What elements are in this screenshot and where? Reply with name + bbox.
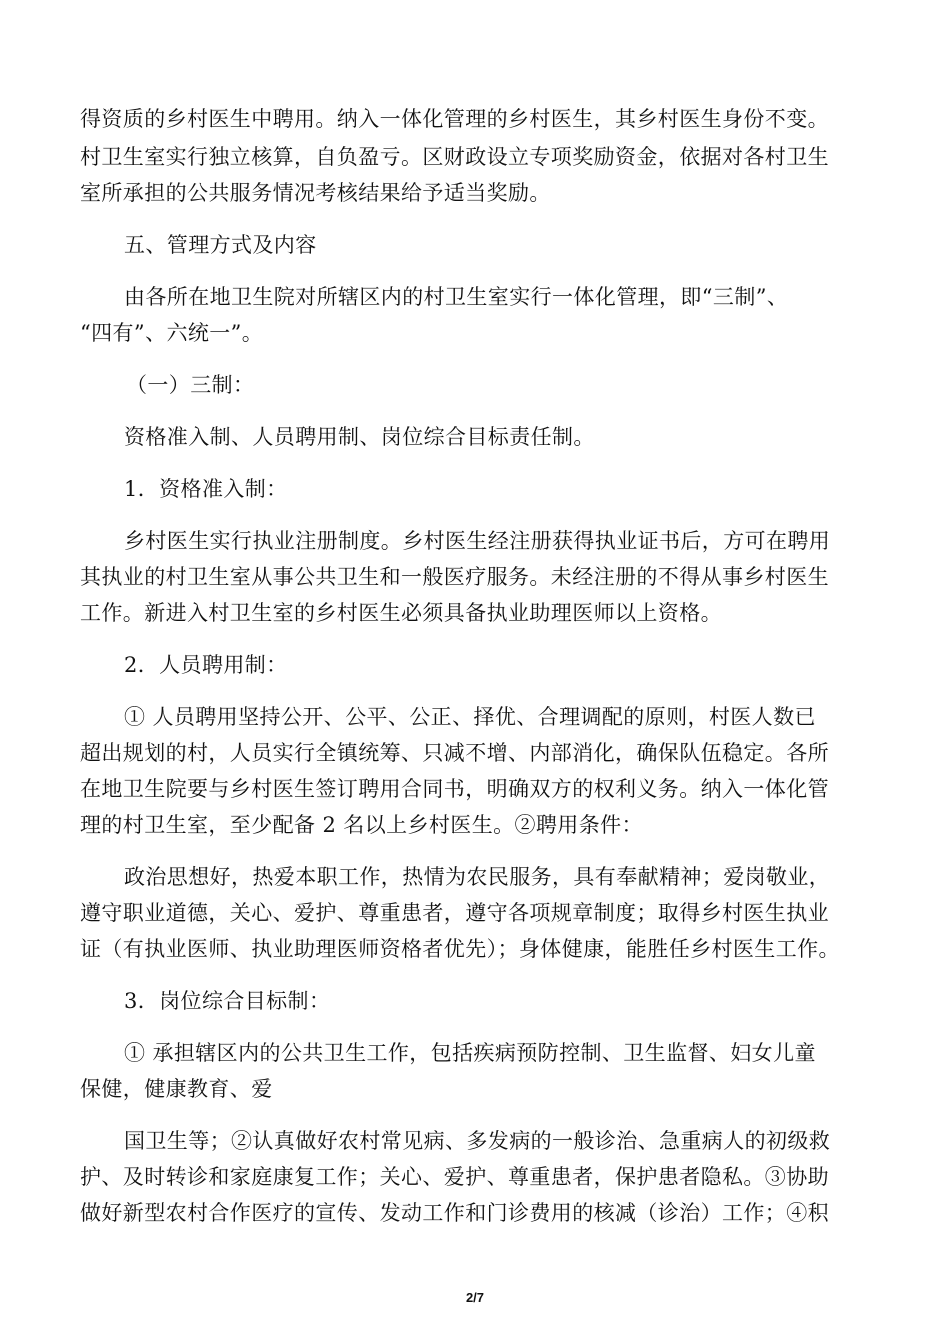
text-line: 超出规划的村，人员实行全镇统筹、只减不增、内部消化，确保队伍稳定。各所: [80, 741, 829, 765]
text-line: 其执业的村卫生室从事公共卫生和一般医疗服务。未经注册的不得从事乡村医生: [80, 565, 829, 589]
page-number: 2/7: [465, 1290, 485, 1305]
item-heading: 2．人员聘用制：: [124, 653, 288, 677]
text-line: ① 承担辖区内的公共卫生工作，包括疾病预防控制、卫生监督、妇女儿童: [124, 1041, 816, 1065]
text-line: ① 人员聘用坚持公开、公平、公正、择优、合理调配的原则，村医人数已: [124, 705, 816, 729]
text-line: 国卫生等；②认真做好农村常见病、多发病的一般诊治、急重病人的初级救: [124, 1129, 831, 1153]
text-line: 保健，健康教育、爱: [80, 1077, 273, 1101]
text-line: 证（有执业医师、执业助理医师资格者优先）；身体健康，能胜任乡村医生工作。: [80, 937, 840, 961]
item-heading: 3．岗位综合目标制：: [124, 989, 331, 1013]
text-line: 由各所在地卫生院对所辖区内的村卫生室实行一体化管理，即“三制”、: [124, 285, 789, 309]
text-line: 得资质的乡村医生中聘用。纳入一体化管理的乡村医生，其乡村医生身份不变。: [80, 107, 829, 131]
text-line: “四有”、六统一”。: [80, 321, 264, 345]
text-line: 乡村医生实行执业注册制度。乡村医生经注册获得执业证书后，方可在聘用: [124, 529, 831, 553]
text-line: 村卫生室实行独立核算，自负盈亏。区财政设立专项奖励资金，依据对各村卫生: [80, 145, 829, 169]
text-line: 资格准入制、人员聘用制、岗位综合目标责任制。: [124, 425, 595, 449]
text-line: 在地卫生院要与乡村医生签订聘用合同书，明确双方的权利义务。纳入一体化管: [80, 777, 829, 801]
text-line: 护、及时转诊和家庭康复工作；关心、爱护、尊重患者，保护患者隐私。③协助: [80, 1165, 829, 1189]
subsection-heading: （一）三制：: [126, 373, 255, 397]
text-line: 理的村卫生室，至少配备 2 名以上乡村医生。②聘用条件：: [80, 813, 643, 837]
item-heading: 1．资格准入制：: [124, 477, 288, 501]
text-line: 工作。新进入村卫生室的乡村医生必须具备执业助理医师以上资格。: [80, 601, 722, 625]
section-heading: 五、管理方式及内容: [124, 233, 317, 257]
text-line: 室所承担的公共服务情况考核结果给予适当奖励。: [80, 181, 551, 205]
text-line: 政治思想好，热爱本职工作，热情为农民服务，具有奉献精神；爱岗敬业，: [124, 865, 831, 889]
text-line: 遵守职业道德，关心、爱护、尊重患者，遵守各项规章制度；取得乡村医生执业: [80, 901, 829, 925]
text-line: 做好新型农村合作医疗的宣传、发动工作和门诊费用的核减（诊治）工作；④积: [80, 1201, 829, 1225]
